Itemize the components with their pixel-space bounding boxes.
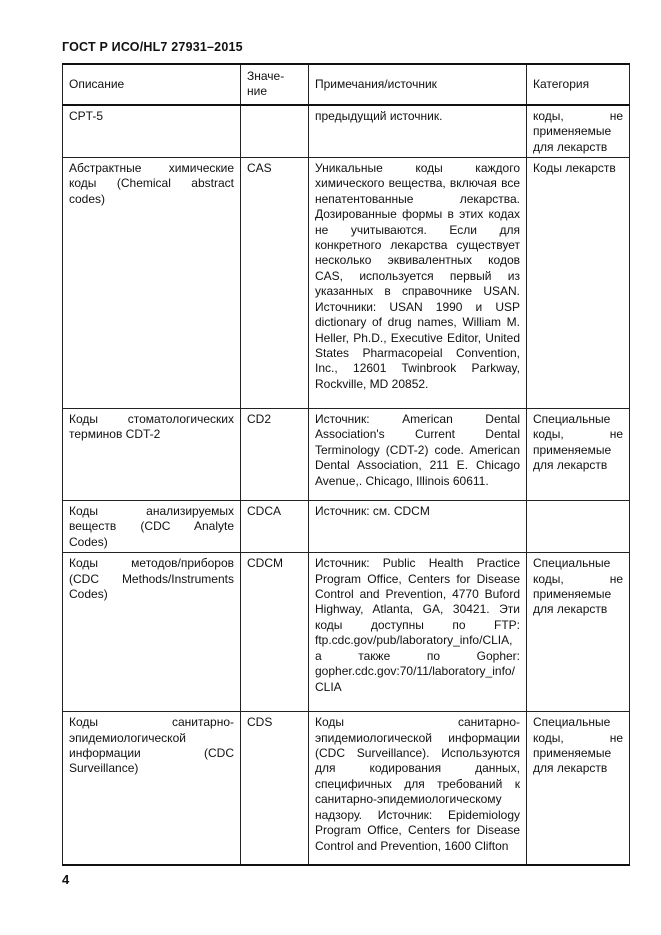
- table-row: [63, 105, 630, 158]
- column-header-notes: Примечания/источник: [309, 64, 527, 105]
- cell-category: коды, не применяемые для лекарств: [527, 105, 630, 158]
- cell-notes: Коды санитарно-эпидемиологической информации (CDC Surveillance). Используются для кодирования данных, специфичных для требований к санитарно-эпидемиологическому надзору. Источник: Epidemiology Program Office, Centers for Disease Control and Prevention, 1600 Clifton: [309, 712, 527, 866]
- cell-category: Специальные коды, не применяемые для лекарств: [527, 553, 630, 712]
- cell-notes: Уникальные коды каждого химического вещества, включая все непатентованные лекарства. Дозированные формы в этих кодах не учитываются. Если для конкретного лекарства существует несколько эквивалентных кодов CAS, используется первый из указанных в справочнике USAN. Источники: USAN 1990 и USP dictionary of drug names, William M. Heller, Ph.D., Executive Editor, United States Pharmacopeial Convention, Inc., 12601 Twinbrook Parkway, Rockville, MD 20852.: [309, 158, 527, 409]
- cell-description: Коды методов/приборов (CDC Methods/Instruments Codes): [63, 553, 241, 712]
- cell-value: CAS: [241, 158, 309, 409]
- table-row: [63, 501, 630, 553]
- column-header-value: Значе- ние: [241, 64, 309, 105]
- codes-table: [62, 63, 630, 866]
- cell-description: Коды стоматологических терминов CDT-2: [63, 409, 241, 501]
- table-row: [63, 712, 630, 866]
- document-header: ГОСТ Р ИСО/HL7 27931–2015: [62, 40, 243, 54]
- cell-description: Абстрактные химические коды (Chemical abstract codes): [63, 158, 241, 409]
- cell-description: CPT-5: [63, 105, 241, 158]
- cell-notes: Источник: см. CDCM: [309, 501, 527, 553]
- cell-category: Коды лекарств: [527, 158, 630, 409]
- column-header-category: Категория: [527, 64, 630, 105]
- cell-notes: Источник: Public Health Practice Program Office, Centers for Disease Control and Prevention, 4770 Buford Highway, Atlanta, GA, 30421. Эти коды доступны по FTP: ftp.cdc.gov/pub/laboratory_info/CLIA, а также по Gopher: gopher.cdc.gov:70/11/laboratory_info/CLIA: [309, 553, 527, 712]
- cell-description: Коды санитарно-эпидемиологической информации (CDC Surveillance): [63, 712, 241, 866]
- cell-value: [241, 105, 309, 158]
- column-header-description: Описание: [63, 64, 241, 105]
- cell-value: CD2: [241, 409, 309, 501]
- cell-description: Коды анализируемых веществ (CDC Analyte Codes): [63, 501, 241, 553]
- page-number: 4: [62, 872, 70, 887]
- cell-notes: Источник: American Dental Association's Current Dental Terminology (CDT-2) code. American Dental Association, 211 E. Chicago Avenue,. Chicago, Illinois 60611.: [309, 409, 527, 501]
- table-row: [63, 409, 630, 501]
- cell-category: [527, 501, 630, 553]
- cell-category: Специальные коды, не применяемые для лекарств: [527, 409, 630, 501]
- cell-value: CDS: [241, 712, 309, 866]
- table-header: [63, 64, 630, 105]
- cell-value: CDCA: [241, 501, 309, 553]
- cell-notes: предыдущий источник.: [309, 105, 527, 158]
- cell-category: Специальные коды, не применяемые для лекарств: [527, 712, 630, 866]
- cell-value: CDCM: [241, 553, 309, 712]
- table-row: [63, 553, 630, 712]
- table-row: [63, 158, 630, 409]
